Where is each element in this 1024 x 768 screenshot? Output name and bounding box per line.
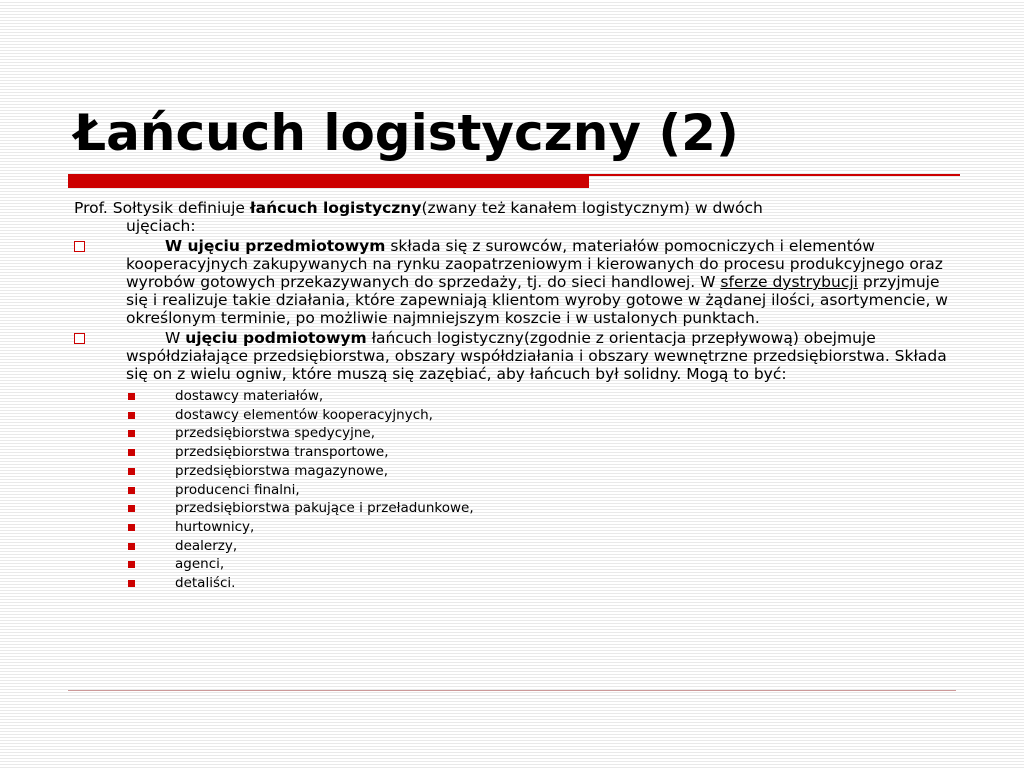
filled-square-icon [128,468,135,475]
item1-bold: W ujęciu przedmiotowym [165,237,386,255]
filled-square-icon [128,412,135,419]
list-item [74,574,954,593]
filled-square-icon [128,543,135,550]
item2-prefix: W [165,329,186,347]
list-item-text: agenci, [175,556,225,573]
slide-title: Łańcuch logistyczny (2) [74,104,739,162]
list-item-text: detaliści. [175,575,236,592]
list-item-text: przedsiębiorstwa magazynowe, [175,462,389,479]
list-item [74,481,954,500]
filled-square-icon [128,449,135,456]
list-item [74,555,954,574]
item1-underlined-link: sferze dystrybucji [720,273,858,291]
list-item [74,518,954,537]
intro-bold-term: łańcuch logistyczny [249,199,422,217]
list-item [74,406,954,425]
intro-rest: (zwany też kanałem logistycznym) w dwóch [421,199,763,217]
item1-text2: przyjmuje się i realizuje takie działania, które zapewniają klientom wyroby gotowe w żądanej ilości, asortymencie, w określonym terminie, po możliwie najmniejszym koszcie i w ustalonych punktach. [126,273,948,327]
list-item [74,387,954,406]
list-item [74,537,954,556]
list-item [74,424,954,443]
filled-square-icon [128,393,135,400]
bullet-item-przedmiotowe [74,237,954,327]
list-item [74,499,954,518]
list-item [74,443,954,462]
list-item-text: dostawcy materiałów, [175,388,324,404]
intro-paragraph [74,199,954,235]
list-item-text: dostawcy elementów kooperacyjnych, [175,406,433,423]
list-item-text: przedsiębiorstwa pakujące i przeładunkowe, [175,500,474,517]
intro-prefix: Prof. Sołtysik definiuje [74,199,250,217]
item2-bold: ujęciu podmiotowym [185,329,367,347]
sub-list [74,387,954,593]
bullet-item-podmiotowe [74,329,954,383]
filled-square-icon [128,561,135,568]
filled-square-icon [128,430,135,437]
list-item-text: przedsiębiorstwa transportowe, [175,444,389,461]
list-item-text: przedsiębiorstwa spedycyjne, [175,425,376,442]
filled-square-icon [128,505,135,512]
list-item-text: dealerzy, [175,537,238,554]
list-item-text: producenci finalni, [175,481,300,498]
hollow-square-icon [74,333,85,344]
item1-text1: składa się z surowców, materiałów pomocniczych i elementów kooperacyjnych zakupywanych na rynku zaopatrzeniowym i kierowanych do procesu produkcyjnego oraz wyrobów gotowych przekazywanych do sprzedaży, tj. do sieci handlowej. W [126,237,943,291]
intro-continuation: ujęciach: [126,217,196,235]
filled-square-icon [128,580,135,587]
title-underline-thin [589,174,960,176]
list-item [74,462,954,481]
filled-square-icon [128,524,135,531]
footer-rule [68,690,956,691]
title-underline-thick [68,174,589,188]
list-item-text: hurtownicy, [175,518,255,535]
item2-text: łańcuch logistyczny(zgodnie z orientacja przepływową) obejmuje współdziałające przedsiębiorstwa, obszary współdziałania i obszary wewnętrzne przedsiębiorstwa. Składa się on z wielu ogniw, które muszą się zazębiać, aby łańcuch był solidny. Mogą to być: [126,329,947,383]
filled-square-icon [128,487,135,494]
hollow-square-icon [74,241,85,252]
slide-body [74,199,954,593]
